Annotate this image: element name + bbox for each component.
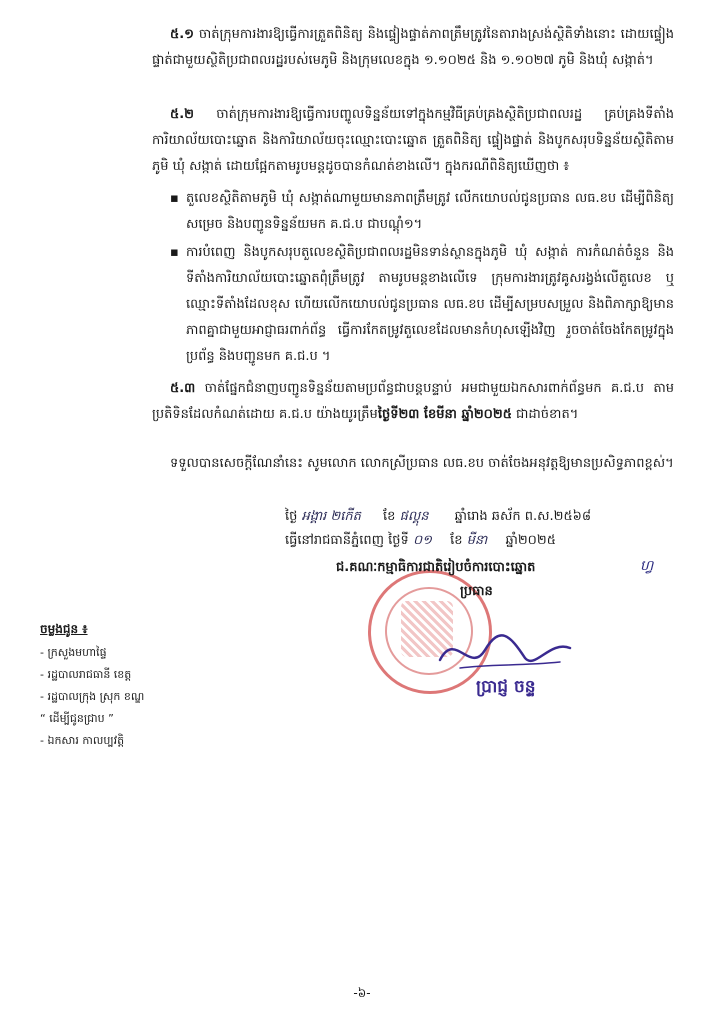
section-number: ៥.២ xyxy=(170,107,194,122)
section-text: ចាត់ក្រុមការងារឱ្យធ្វើការបញ្ចូលទិន្នន័យទៅក្នុងកម្មវិធីគ្រប់គ្រងស្ថិតិប្រជាពលរដ្ឋ គ្រប់គ្រងទីតាំងការិយាល័យបោះឆ្នោត និងការិយាល័យចុះឈ្មោះបោះឆ្នោត ត្រួតពិនិត្យ ផ្ទៀងផ្ទាត់ និងបូកសរុបទិន្នន័យស្ថិតិតាមភូមិ ឃុំ សង្កាត់ ដោយផ្អែកតាមរូបមន្តដូចបានកំណត់ខាងលើ។ ក្នុងករណីពិនិត្យឃើញថា ៖ xyxy=(152,107,674,174)
signer-name: ប្រាជ្ញ ចន្ទ xyxy=(476,677,536,697)
closing-paragraph xyxy=(152,451,674,477)
page-number: -៦- xyxy=(353,986,371,1000)
cc-item: - រដ្ឋបាលរាជធានី ខេត្ត xyxy=(40,668,132,681)
bullet-text: តួលេខស្ថិតិតាមភូមិ ឃុំ សង្កាត់ណាមួយមានភាពត្រឹមត្រូវ លើកយោបល់ជូនប្រធាន លធ.ខប ដើម្បីពិនិត្យសម្រេច និងបញ្ជូនទិន្នន័យមក គ.ជ.ប ជាបណ្ដុំ១។ xyxy=(186,191,674,232)
solar-date-prefix: ធ្វើនៅរាជធានីភ្នំពេញ ថ្ងៃទី xyxy=(285,533,409,548)
bullet-icon: ▪ xyxy=(170,245,179,260)
closing-text: ទទួលបានសេចក្ដីណែនាំនេះ សូមលោក លោកស្រីប្រធាន លធ.ខប ចាត់ចែងអនុវត្តឱ្យមានប្រសិទ្ធភាពខ្ពស់។ xyxy=(170,456,674,471)
lunar-month: ផល្គុន xyxy=(399,509,429,524)
section-number: ៥.៣ xyxy=(170,381,196,396)
lunar-year: ឆ្នាំរោង ឆស័ក ព.ស.២៥៦៨ xyxy=(454,509,592,524)
section-text-end: ជាដាច់ខាត។ xyxy=(511,407,579,422)
section-5-3 xyxy=(152,376,674,428)
lunar-month-label: ខែ xyxy=(383,509,396,524)
cc-item: “ ដើម្បីជូនជ្រាប ” xyxy=(40,712,114,725)
section-text: ចាត់ផ្នែកជំនាញបញ្ជូនទិន្នន័យតាមប្រព័ន្ធជាបន្តបន្ទាប់ អមជាមួយឯកសារពាក់ព័ន្ធមក គ.ជ.ប តាមប្រតិទិនដែលកំណត់ដោយ គ.ជ.ប យ៉ាងយូរត្រឹម xyxy=(152,381,674,422)
signature-image xyxy=(430,620,580,680)
bullet-text: ការបំពេញ និងបូកសរុបតួលេខស្ថិតិប្រជាពលរដ្ឋមិនទាន់ស្ថានក្នុងភូមិ ឃុំ សង្កាត់ ការកំណត់ចំនួន និងទីតាំងការិយាល័យបោះឆ្នោតពុំត្រឹមត្រូវ តាមរូបមន្តខាងលើទេ ក្រុមការងារត្រូវគូសរង្វង់លើតួលេខ ឬឈ្មោះទីតាំងដែលខុស ហើយលើកយោបល់ជូនប្រធាន លធ.ខប ដើម្បីសម្របសម្រួល និងពិភាក្សាឱ្យមានភាពគ្នាជាមួយអាជ្ញាធរពាក់ព័ន្ធ ធ្វើការកែតម្រូវតួលេខដែលមានកំហុសឡើងវិញ រួចចាត់ចែងកែតម្រូវក្នុងប្រព័ន្ធ និងបញ្ជូនមក គ.ជ.ប ។ xyxy=(186,245,674,364)
bullet-item xyxy=(170,186,674,238)
bullet-icon: ▪ xyxy=(170,191,179,206)
cc-item: - ឯកសារ កាលប្បវត្តិ xyxy=(40,734,125,747)
solar-day: ០១ xyxy=(412,533,432,548)
section-number: ៥.១ xyxy=(170,27,194,42)
cc-item: - ក្រសួងមហាផ្ទៃ xyxy=(40,646,107,659)
section-5-1 xyxy=(152,22,674,74)
lunar-date xyxy=(285,506,591,528)
lunar-day: អង្គារ ២កើត xyxy=(301,509,361,524)
lunar-date-prefix: ថ្ងៃ xyxy=(285,509,298,524)
deadline-date: ថ្ងៃទី២៣ ខែមីនា ឆ្នាំ២០២៥ xyxy=(377,407,512,422)
solar-date xyxy=(285,530,556,552)
cc-title: ចម្លងជូន ៖ xyxy=(40,622,88,636)
cc-item: - រដ្ឋបាលក្រុង ស្រុក ខណ្ឌ xyxy=(40,690,145,703)
issuing-organization: ជ.គណៈកម្មាធិការជាតិរៀបចំការបោះឆ្នោត xyxy=(336,560,536,575)
president-title: ប្រធាន xyxy=(460,584,493,599)
section-text: ចាត់ក្រុមការងារឱ្យធ្វើការត្រួតពិនិត្យ និងផ្ទៀងផ្ទាត់ភាពត្រឹមត្រូវនៃតារាងស្រង់ស្ថិតិទាំងនោះ ដោយផ្ទៀងផ្ទាត់ជាមួយស្ថិតិប្រជាពលរដ្ឋរបស់មេភូមិ និងក្រុមលេខក្នុង ១.១០២៥ និង ១.១០២៧ ភូមិ និងឃុំ សង្កាត់។ xyxy=(152,27,674,68)
bullet-item xyxy=(170,240,674,370)
solar-month: មីនា xyxy=(466,533,488,548)
section-5-2 xyxy=(152,102,674,180)
solar-month-label: ខែ xyxy=(450,533,463,548)
initials-mark: ហ្វ xyxy=(640,558,654,574)
solar-year: ឆ្នាំ២០២៥ xyxy=(505,533,556,548)
